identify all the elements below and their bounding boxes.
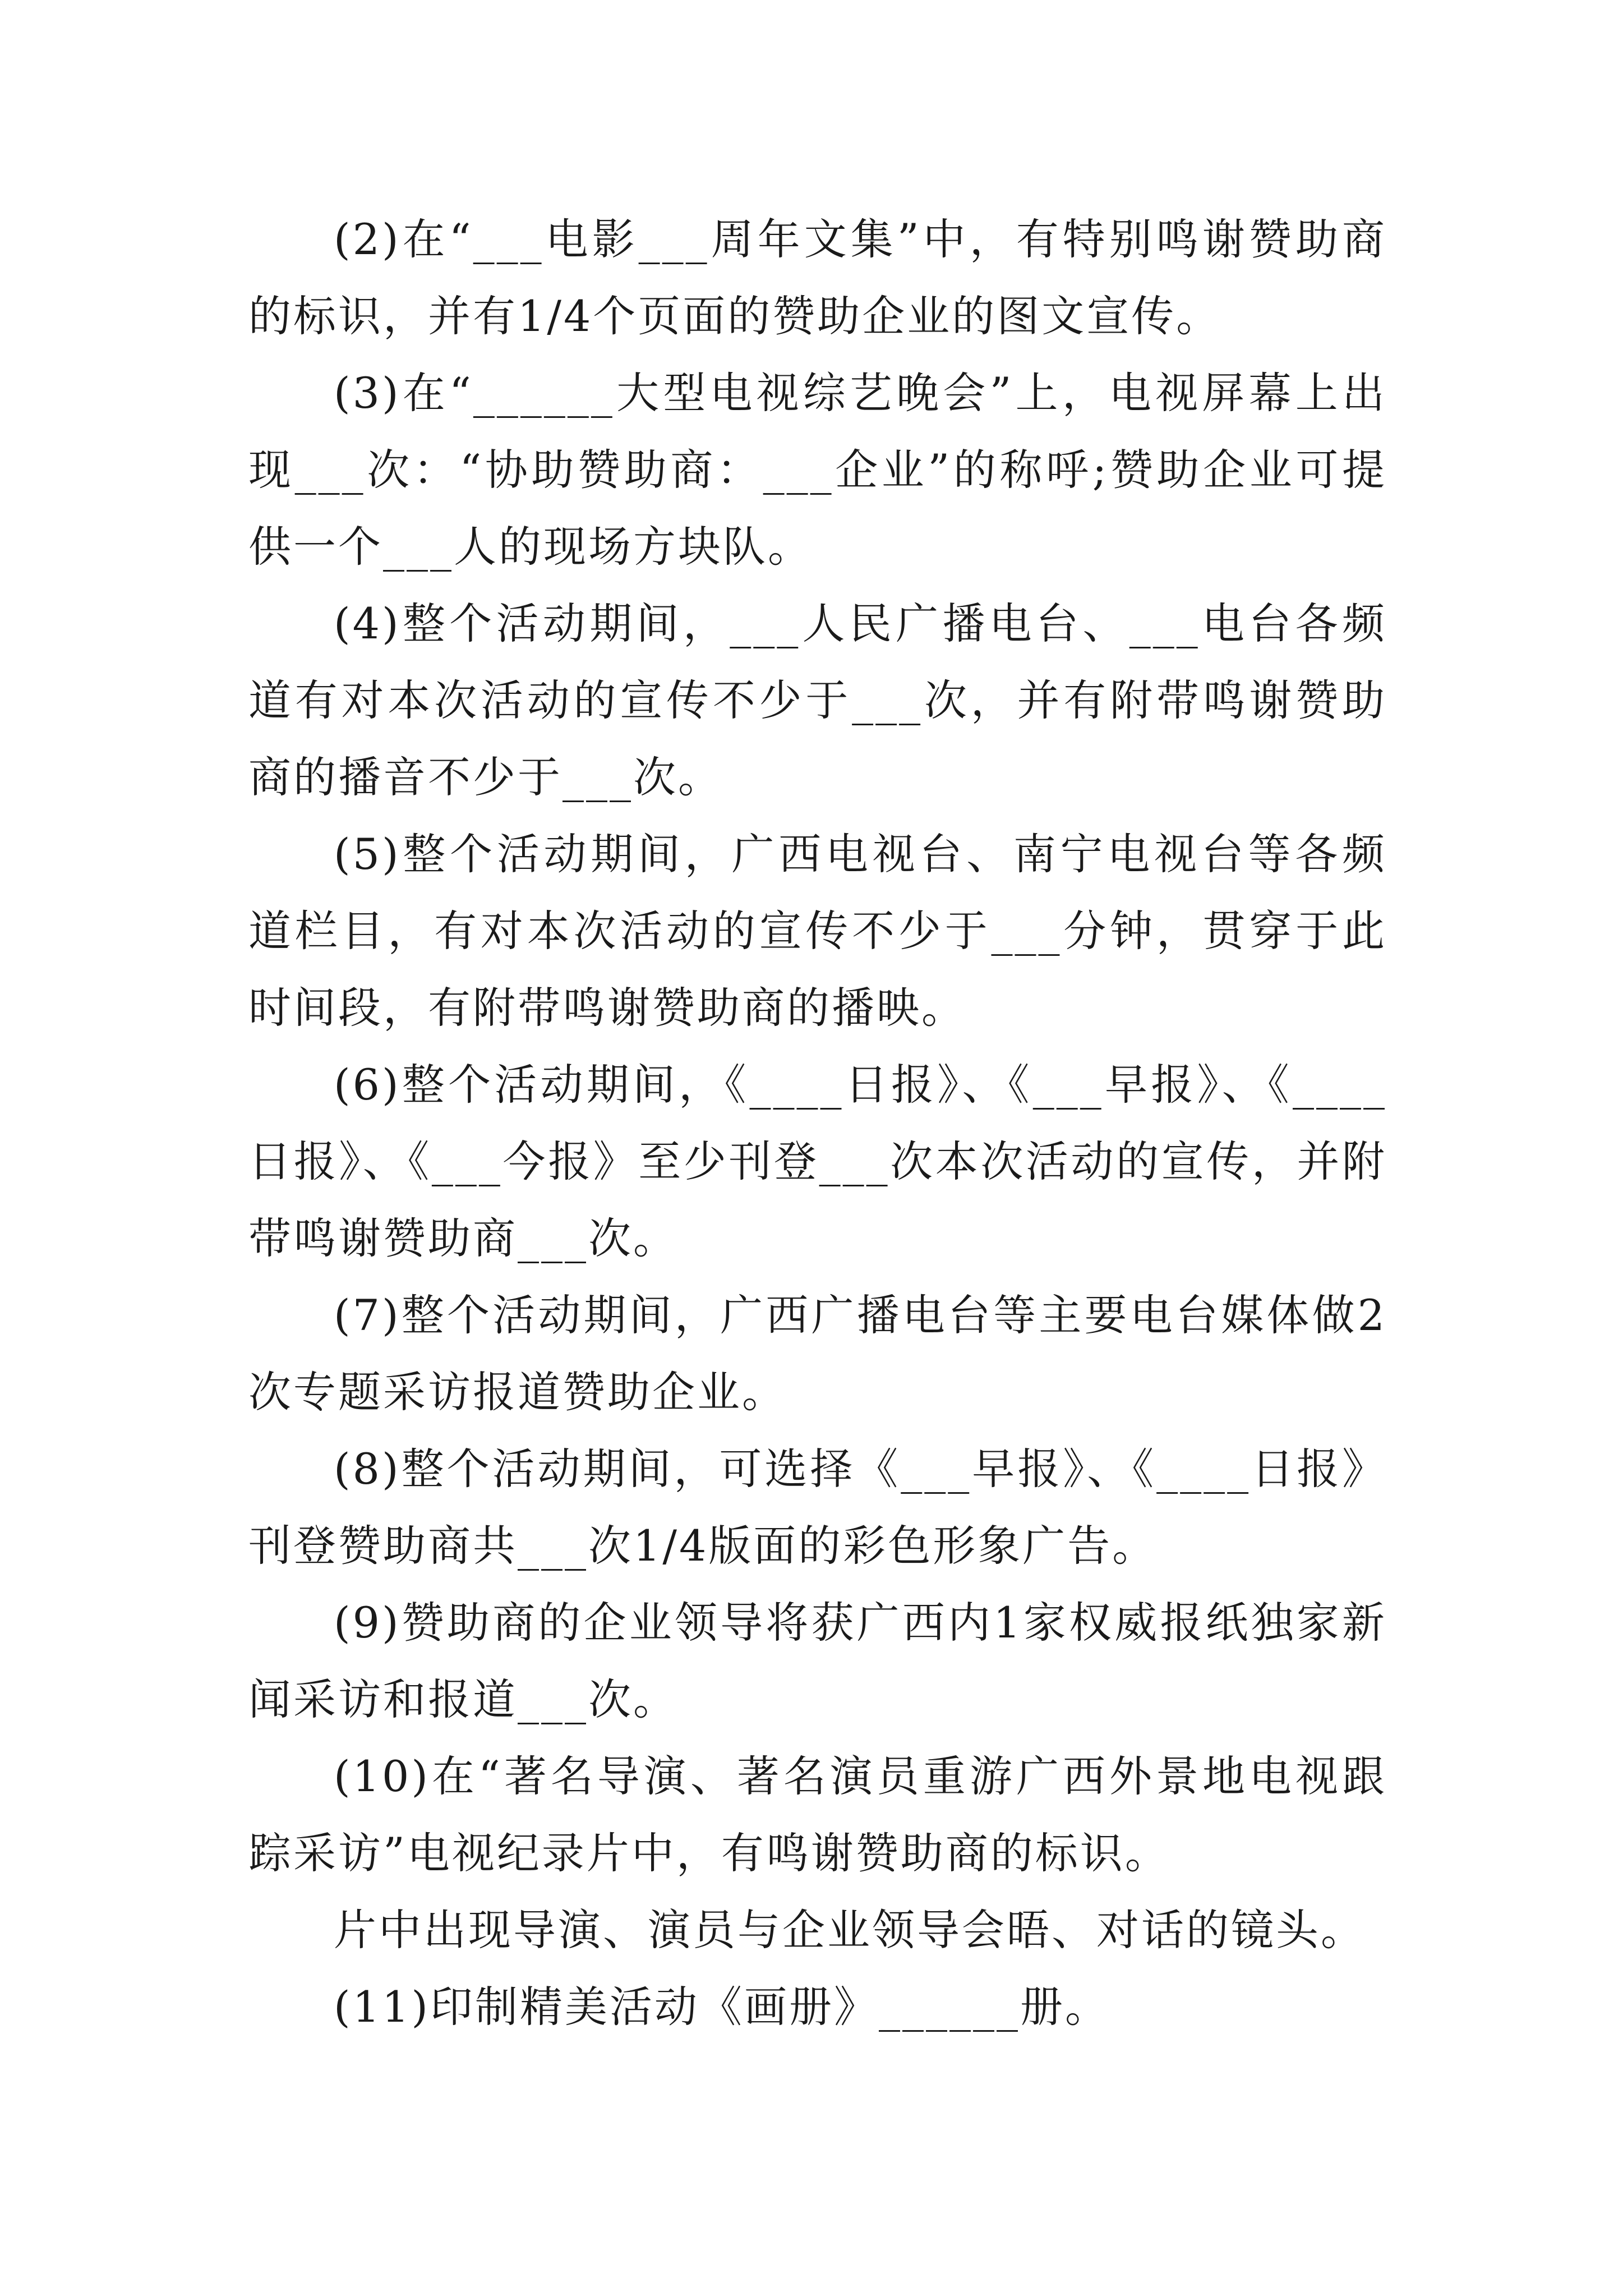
- paragraph-item-2: (2)在“___电影___周年文集”中，有特别鸣谢赞助商的标识，并有1/4个页面的赞助企业的图文宣传。: [248, 214, 1387, 341]
- paragraph-item-11: (11)印制精美活动《画册》______册。: [334, 1982, 1110, 2032]
- paragraph-item-7: (7)整个活动期间，广西广播电台等主要电台媒体做2次专题采访报道赞助企业。: [248, 1290, 1387, 1417]
- paragraph-item-10: (10)在“著名导演、著名演员重游广西外景地电视跟踪采访”电视纪录片中，有鸣谢赞助商的标识。: [248, 1751, 1387, 1878]
- paragraph-item-5: (5)整个活动期间，广西电视台、南宁电视台等各频道栏目，有对本次活动的宣传不少于___分钟，贯穿于此时间段，有附带鸣谢赞助商的播映。: [248, 829, 1387, 1033]
- paragraph-item-6: (6)整个活动期间，《____日报》、《___早报》、《____日报》、《___今报》至少刊登___次本次活动的宣传，并附带鸣谢赞助商___次。: [248, 1060, 1387, 1263]
- paragraph-item-8: (8)整个活动期间，可选择《___早报》、《____日报》刊登赞助商共___次1/4版面的彩色形象广告。: [248, 1444, 1387, 1571]
- paragraph-continuation: 片中出现导演、演员与企业领导会晤、对话的镜头。: [334, 1905, 1366, 1955]
- paragraph-item-4: (4)整个活动期间，___人民广播电台、___电台各频道有对本次活动的宣传不少于___次，并有附带鸣谢赞助商的播音不少于___次。: [248, 599, 1387, 802]
- document-body: [248, 201, 1387, 2045]
- paragraph-item-9: (9)赞助商的企业领导将获广西内1家权威报纸独家新闻采访和报道___次。: [248, 1598, 1387, 1724]
- paragraph-item-3: (3)在“______大型电视综艺晚会”上，电视屏幕上出现___次：“协助赞助商：___企业”的称呼;赞助企业可提供一个___人的现场方块队。: [248, 368, 1387, 572]
